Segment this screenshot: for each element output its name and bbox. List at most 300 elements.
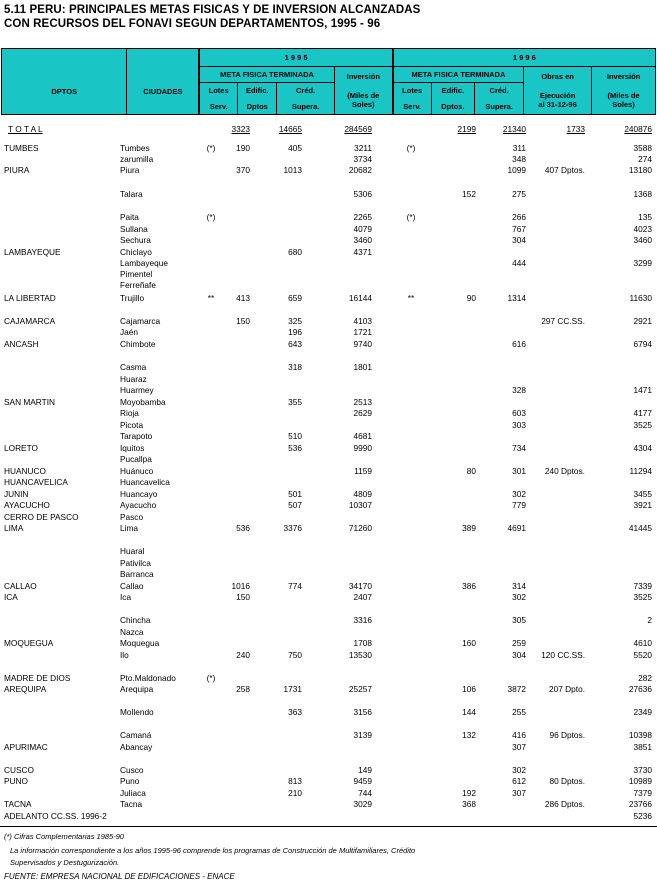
cell-credito-1995: 507 (288, 500, 302, 510)
cell-credito-1996: 259 (512, 638, 526, 648)
table-row (0, 362, 657, 373)
cell-lotes-1995: (*) (206, 673, 216, 683)
total-inversion-1996: 240876 (624, 124, 652, 134)
lotes-label: Lotes (208, 86, 229, 95)
header-year-1995: 1 9 9 5 (199, 49, 393, 67)
cell-departamento: PIURA (4, 165, 30, 175)
header-edif-1996 (431, 83, 475, 115)
cell-inversion-1996: 2 (647, 615, 652, 625)
cell-departamento: MADRE DE DIOS (4, 673, 71, 683)
table-row (0, 143, 657, 154)
cell-credito-1996: 1099 (507, 165, 526, 175)
cell-inversion-1995: 2513 (353, 397, 372, 407)
cell-departamento: AYACUCHO (4, 500, 50, 510)
cell-ciudad: zarumilla (120, 154, 154, 164)
cell-credito-1995: 510 (288, 431, 302, 441)
cell-ciudad: Huarmey (120, 385, 154, 395)
cell-credito-1995: 3376 (283, 523, 302, 533)
table-row (0, 431, 657, 442)
cell-credito-1996: 303 (512, 420, 526, 430)
table-row (0, 788, 657, 799)
cell-inversion-1996: 27636 (628, 684, 652, 694)
cell-ciudad: Arequipa (120, 684, 154, 694)
cell-credito-1995: 1731 (283, 684, 302, 694)
table-header (1, 48, 656, 115)
cell-inversion-1996: 3299 (633, 258, 652, 268)
table-title-line2: CON RECURSOS DEL FONAVI SEGUN DEPARTAMENTOS, 1995 - 96 (4, 18, 381, 30)
cell-edificios-1995: 240 (236, 650, 250, 660)
cell-credito-1995: 501 (288, 489, 302, 499)
footnote-cifras: (*) Cifras Complementarias 1985-90 (4, 832, 125, 841)
cell-inversion-1996: 2349 (633, 707, 652, 717)
cell-credito-1996: 416 (512, 730, 526, 740)
cell-ciudad: Ayacucho (120, 500, 157, 510)
table-row (0, 293, 657, 304)
cell-credito-1996: 4691 (507, 523, 526, 533)
cell-edificios-1995: 536 (236, 523, 250, 533)
cell-inversion-1995: 3734 (353, 154, 372, 164)
cell-credito-1996: 311 (512, 143, 526, 153)
table-row (0, 339, 657, 350)
cell-inversion-1996: 1368 (633, 189, 652, 199)
cell-credito-1995: 355 (288, 397, 302, 407)
cell-inversion-1996: 135 (638, 212, 652, 222)
cell-edificios-1996: 80 (466, 466, 476, 476)
table-row (0, 316, 657, 327)
cell-inversion-1996: 23766 (628, 799, 652, 809)
cell-ciudad: Pucallpa (120, 454, 152, 464)
cred-label: Créd. (489, 86, 509, 95)
cell-ciudad: Chiclayo (120, 247, 152, 257)
cell-inversion-1996: 41445 (628, 523, 652, 533)
cell-inversion-1996: 4023 (633, 224, 652, 234)
cell-ciudad: Piura (120, 165, 140, 175)
cell-credito-1996: 302 (512, 592, 526, 602)
cell-inversion-1995: 4371 (353, 247, 372, 257)
cell-inversion-1995: 25257 (348, 684, 372, 694)
cell-inversion-1995: 149 (358, 765, 372, 775)
cell-ciudad: Cajamarca (120, 316, 161, 326)
cell-ciudad: Callao (120, 581, 144, 591)
cell-departamento: AREQUIPA (4, 684, 47, 694)
cell-inversion-1996: 13180 (628, 165, 652, 175)
cell-ciudad: Huánuco (120, 466, 154, 476)
header-inversion-1996 (592, 67, 656, 115)
cell-inversion-1995: 2629 (353, 408, 372, 418)
cell-credito-1996: 734 (512, 443, 526, 453)
cell-credito-1996: 603 (512, 408, 526, 418)
cell-edificios-1996: 152 (462, 189, 476, 199)
cell-departamento: CAJAMARCA (4, 316, 56, 326)
table-row (0, 638, 657, 649)
cell-ciudad: Pasco (120, 512, 144, 522)
header-inversion-label: Inversión (346, 72, 380, 81)
cell-ciudad: Trujillo (120, 293, 145, 303)
cell-edificios-1995: 413 (236, 293, 250, 303)
table-row (0, 811, 657, 822)
cell-inversion-1996: 5236 (633, 811, 652, 821)
cell-credito-1995: 405 (288, 143, 302, 153)
cell-inversion-1995: 2407 (353, 592, 372, 602)
table-row (0, 258, 657, 269)
table-row (0, 523, 657, 534)
total-edif-1996: 2199 (457, 124, 476, 134)
total-inversion-1995: 284569 (344, 124, 372, 134)
cell-inversion-1996: 7379 (633, 788, 652, 798)
cell-credito-1996: 616 (512, 339, 526, 349)
cell-credito-1996: 444 (512, 258, 526, 268)
cell-inversion-1995: 4809 (353, 489, 372, 499)
cell-inversion-1996: 11630 (629, 293, 652, 303)
cell-ciudad: Huaral (120, 546, 145, 556)
cell-inversion-1996: 3730 (633, 765, 652, 775)
cell-inversion-1995: 9740 (353, 339, 372, 349)
cell-inversion-1996: 3455 (633, 489, 652, 499)
cell-edificios-1996: 192 (462, 788, 476, 798)
cell-edificios-1996: 160 (462, 638, 476, 648)
cell-obras-1996: 96 Dptos. (549, 730, 585, 740)
table-row (0, 477, 657, 488)
serv-label: Serv. (403, 102, 422, 111)
cell-edificios-1996: 106 (462, 684, 476, 694)
footnote-info: La información correspondiente a los años 1995-96 comprende los programas de Construcción de Multifamiliares, Crédito (10, 846, 416, 855)
cell-credito-1996: 314 (512, 581, 526, 591)
cell-edificios-1996: 90 (466, 293, 476, 303)
cell-ciudad: Moquegua (120, 638, 160, 648)
cell-credito-1996: 302 (512, 489, 526, 499)
cell-departamento: TACNA (4, 799, 32, 809)
cred-label: Créd. (296, 86, 316, 95)
cell-inversion-1995: 5306 (353, 189, 372, 199)
table-row (0, 385, 657, 396)
cell-ciudad: Lima (120, 523, 138, 533)
total-cred-1996: 21340 (502, 124, 526, 134)
cell-credito-1996: 302 (512, 765, 526, 775)
cell-credito-1996: 307 (512, 742, 526, 752)
cell-ciudad: Puno (120, 776, 140, 786)
cell-credito-1996: 767 (512, 224, 526, 234)
table-row (0, 165, 657, 176)
table-row (0, 592, 657, 603)
cell-credito-1995: 813 (288, 776, 302, 786)
cell-credito-1996: 304 (512, 650, 526, 660)
table-row (0, 420, 657, 431)
cell-credito-1995: 363 (288, 707, 302, 717)
cell-inversion-1996: 2921 (633, 316, 652, 326)
cell-inversion-1996: 282 (638, 673, 652, 683)
cell-edificios-1996: 389 (462, 523, 476, 533)
table-row (0, 327, 657, 338)
total-obras-1996: 1733 (566, 124, 585, 134)
table-row (0, 489, 657, 500)
cell-inversion-1995: 4079 (353, 224, 372, 234)
cell-credito-1996: 266 (512, 212, 526, 222)
cell-departamento: LAMBAYEQUE (4, 247, 61, 257)
cell-credito-1995: 1013 (283, 165, 302, 175)
cell-inversion-1995: 10307 (348, 500, 372, 510)
cell-edificios-1996: 386 (462, 581, 476, 591)
cell-edificios-1995: 150 (236, 592, 250, 602)
header-obras-1996 (524, 67, 592, 115)
lotes-label: Lotes (402, 86, 423, 95)
table-row (0, 443, 657, 454)
header-inversion-label: Inversión (606, 72, 641, 81)
cell-ciudad: Rioja (120, 408, 139, 418)
cell-edificios-1995: 150 (236, 316, 250, 326)
cell-departamento: TUMBES (4, 143, 39, 153)
table-row (0, 189, 657, 200)
cell-ciudad: Sechura (120, 235, 151, 245)
cell-edificios-1995: 1016 (231, 581, 250, 591)
table-title-line1: 5.11 PERU: PRINCIPALES METAS FISICAS Y DE INVERSION ALCANZADAS (4, 4, 421, 16)
cell-credito-1996: 3872 (507, 684, 526, 694)
table-row (0, 269, 657, 280)
cell-inversion-1995: 20682 (348, 165, 372, 175)
cell-inversion-1996: 5520 (633, 650, 652, 660)
cell-departamento: LA LIBERTAD (4, 293, 56, 303)
cell-ciudad: Sullana (120, 224, 148, 234)
cell-credito-1996: 328 (512, 385, 526, 395)
cell-departamento: HUANUCO (4, 466, 46, 476)
cell-obras-1996: 120 CC.SS. (541, 650, 585, 660)
cell-inversion-1996: 4610 (633, 638, 652, 648)
footnote-programs: Supervisados y Destugurización. (10, 858, 120, 867)
cell-inversion-1996: 7339 (633, 581, 652, 591)
cell-ciudad: Moyobamba (120, 397, 166, 407)
cell-inversion-1996: 10398 (628, 730, 652, 740)
cell-ciudad: Ilo (120, 650, 129, 660)
table-row (0, 707, 657, 718)
cell-obras-1996: 240 Dptos. (544, 466, 585, 476)
cell-ciudad: Camaná (120, 730, 152, 740)
cell-ciudad: Chimbote (120, 339, 156, 349)
cell-credito-1995: 536 (288, 443, 302, 453)
cell-credito-1996: 307 (512, 788, 526, 798)
source-note: FUENTE: EMPRESA NACIONAL DE EDIFICACIONES - ENACE (4, 872, 235, 881)
cell-ciudad: Lambayeque (120, 258, 168, 268)
cell-credito-1996: 255 (512, 707, 526, 717)
cell-departamento: MOQUEGUA (4, 638, 54, 648)
cell-ciudad: Iquitos (120, 443, 145, 453)
cell-departamento: ICA (4, 592, 18, 602)
cell-credito-1996: 1314 (507, 293, 526, 303)
cell-obras-1996: 286 Dptos. (544, 799, 585, 809)
table-row (0, 500, 657, 511)
header-fecha-label: al 31-12-96 (538, 100, 577, 109)
cell-inversion-1996: 4304 (633, 443, 652, 453)
table-row (0, 280, 657, 291)
table-row (0, 454, 657, 465)
dptos-label: Dptos (246, 102, 268, 111)
table-row (0, 627, 657, 638)
table-row (0, 247, 657, 258)
cell-inversion-1995: 71260 (348, 523, 372, 533)
header-inversion-1995 (334, 67, 392, 115)
cell-ciudad: Pto.Maldonado (120, 673, 176, 683)
supera-label: Supera. (291, 102, 320, 111)
cell-ciudad: Pativilca (120, 558, 151, 568)
total-lotes-1995: 3323 (231, 124, 250, 134)
table-row (0, 212, 657, 223)
cell-lotes-1995: ** (207, 293, 215, 303)
header-obras-label: Obras en (541, 72, 574, 81)
cell-departamento: JUNIN (4, 489, 29, 499)
total-row (0, 124, 657, 135)
cell-inversion-1996: 6794 (633, 339, 652, 349)
cell-credito-1995: 318 (288, 362, 302, 372)
cell-credito-1995: 325 (288, 316, 302, 326)
header-year-1996: 1 9 9 6 (393, 49, 656, 67)
dptos-label: Dptos. (441, 102, 465, 111)
cell-ciudad: Pimentel (120, 269, 153, 279)
table-row (0, 466, 657, 477)
table-row (0, 742, 657, 753)
cell-credito-1995: 680 (288, 247, 302, 257)
cell-inversion-1995: 3029 (353, 799, 372, 809)
cell-ciudad: Huancavelica (120, 477, 170, 487)
cell-inversion-1995: 1159 (354, 466, 372, 476)
cell-lotes-1995: (*) (206, 212, 216, 222)
table-row (0, 154, 657, 165)
cell-departamento: PUNO (4, 776, 28, 786)
cell-edificios-1996: 368 (462, 799, 476, 809)
cell-departamento: HUANCAVELICA (4, 477, 68, 487)
cell-ciudad: Tacna (120, 799, 143, 809)
table-row (0, 776, 657, 787)
cell-credito-1996: 348 (512, 154, 526, 164)
table-row (0, 235, 657, 246)
cell-ciudad: Tarapoto (120, 431, 153, 441)
table-row (0, 512, 657, 523)
cell-inversion-1995: 3211 (354, 143, 372, 153)
cell-ciudad: Huaraz (120, 374, 147, 384)
cell-inversion-1995: 744 (358, 788, 372, 798)
header-miles-label: (Miles de (347, 91, 380, 100)
cell-credito-1996: 275 (512, 189, 526, 199)
cell-ciudad: Talara (120, 189, 143, 199)
cell-ciudad: Huancayo (120, 489, 158, 499)
table-row (0, 224, 657, 235)
total-cred-1995: 14665 (278, 124, 302, 134)
cell-ciudad: Chincha (120, 615, 151, 625)
cell-obras-1996: 80 Dptos. (549, 776, 585, 786)
table-row (0, 765, 657, 776)
cell-inversion-1995: 3316 (353, 615, 372, 625)
cell-inversion-1995: 3139 (353, 730, 372, 740)
cell-edificios-1995: 190 (236, 143, 250, 153)
cell-credito-1995: 643 (288, 339, 302, 349)
cell-lotes-1995: (*) (206, 143, 216, 153)
cell-obras-1996: 297 CC.SS. (541, 316, 585, 326)
header-soles-label: Soles) (612, 100, 635, 109)
cell-inversion-1995: 4103 (353, 316, 372, 326)
cell-inversion-1996: 3525 (633, 420, 652, 430)
table-row (0, 799, 657, 810)
header-cred-1996 (475, 83, 524, 115)
cell-credito-1995: 196 (288, 327, 302, 337)
cell-inversion-1995: 3460 (353, 235, 372, 245)
cell-inversion-1996: 11294 (629, 466, 652, 476)
cell-departamento: LIMA (4, 523, 24, 533)
cell-ciudad: Juliaca (120, 788, 146, 798)
cell-departamento: ANCASH (4, 339, 39, 349)
cell-credito-1995: 774 (288, 581, 302, 591)
header-meta-1996: META FISICA TERMINADA (393, 67, 524, 83)
cell-departamento: LORETO (4, 443, 38, 453)
cell-inversion-1996: 3921 (633, 500, 652, 510)
header-dptos: DPTOS (2, 49, 127, 115)
cell-ciudad: Barranca (120, 569, 154, 579)
edif-label: Edific. (441, 86, 465, 95)
cell-departamento: ADELANTO CC.SS. 1996-2 (4, 811, 107, 821)
cell-departamento: SAN MARTIN (4, 397, 56, 407)
cell-inversion-1995: 4681 (353, 431, 372, 441)
cell-ciudad: Tumbes (120, 143, 150, 153)
table-row (0, 374, 657, 385)
cell-inversion-1995: 1708 (353, 638, 372, 648)
cell-edificios-1996: 132 (462, 730, 476, 740)
footer-rule (0, 826, 657, 827)
cell-credito-1996: 304 (512, 235, 526, 245)
cell-ciudad: Mollendo (120, 707, 154, 717)
cell-inversion-1995: 13530 (348, 650, 372, 660)
table-row (0, 558, 657, 569)
cell-credito-1996: 305 (512, 615, 526, 625)
header-lotes-1995 (199, 83, 237, 115)
cell-inversion-1996: 3588 (633, 143, 652, 153)
cell-inversion-1996: 274 (638, 154, 652, 164)
table-row (0, 569, 657, 580)
header-ejecucion-label: Ejecución (539, 91, 576, 100)
cell-departamento: CUSCO (4, 765, 34, 775)
cell-lotes-1996: ** (407, 293, 415, 303)
header-cred-1995 (277, 83, 334, 115)
cell-inversion-1995: 9459 (353, 776, 372, 786)
header-lotes-1996 (393, 83, 431, 115)
cell-obras-1996: 407 Dptos. (544, 165, 585, 175)
cell-inversion-1995: 3156 (353, 707, 372, 717)
cell-obras-1996: 207 Dpto. (549, 684, 585, 694)
table-row (0, 650, 657, 661)
table-row (0, 546, 657, 557)
table-row (0, 615, 657, 626)
cell-inversion-1995: 1801 (353, 362, 372, 372)
cell-lotes-1996: (*) (406, 212, 416, 222)
cell-inversion-1996: 3851 (633, 742, 652, 752)
cell-inversion-1995: 1721 (353, 327, 372, 337)
cell-ciudad: Nazca (120, 627, 144, 637)
cell-ciudad: Ica (120, 592, 132, 602)
header-soles-label: Soles) (352, 100, 375, 109)
cell-inversion-1996: 10989 (628, 776, 652, 786)
cell-ciudad: Abancay (120, 742, 153, 752)
edif-label: Edific. (245, 86, 269, 95)
total-label: T O T A L (8, 124, 43, 134)
cell-ciudad: Jaén (120, 327, 138, 337)
cell-inversion-1996: 3525 (633, 592, 652, 602)
cell-edificios-1995: 370 (236, 165, 250, 175)
header-miles-label: (Miles de (607, 91, 640, 100)
cell-ciudad: Cusco (120, 765, 144, 775)
cell-inversion-1995: 9990 (353, 443, 372, 453)
cell-ciudad: Casma (120, 362, 147, 372)
cell-credito-1996: 612 (512, 776, 526, 786)
cell-credito-1995: 210 (288, 788, 302, 798)
cell-ciudad: Ferreñafe (120, 280, 156, 290)
cell-inversion-1996: 4177 (633, 408, 652, 418)
supera-label: Supera. (485, 102, 513, 111)
table-row (0, 408, 657, 419)
